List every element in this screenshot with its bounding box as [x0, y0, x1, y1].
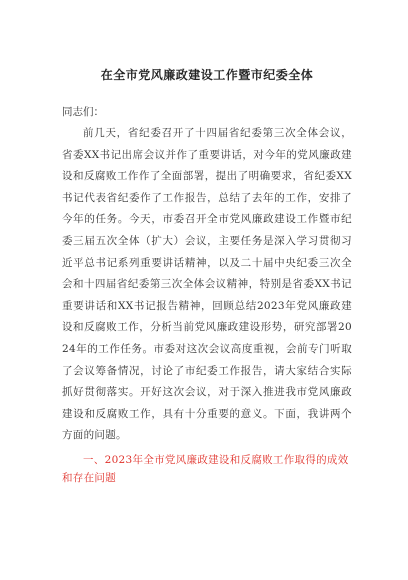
salutation: 同志们：: [62, 106, 104, 118]
section-heading: 一、2023年全市党风廉政建设和反腐败工作取得的成效和存在问题: [62, 453, 349, 484]
document-title: 在全市党风廉政建设工作暨市纪委全体: [100, 68, 314, 82]
body-paragraph: 前几天，省纪委召开了十四届省纪委第三次全体会议，省委XX书记出席会议并作了重要讲话，对今年的党风廉政建设和反腐败工作作了全面部署，提出了明确要求，省纪委XX书记代表省纪委作了工作报告，总结了去年的工作，安排了今年的任务。今天，市委召开全市党风廉政建设工作暨市纪委三届五次全体（扩大）会议，主要任务是深入学习贯彻习近平总书记系列重要讲话精神，以及二十届中央纪委三次全会和十四届省纪委第三次全体会议精神，特别是省委XX书记重要讲话和XX书记报告精神，回顾总结2023年党风廉政建设和反腐败工作，分析当前党风廉政建设形势，研究部署2024年的工作任务。市委对这次会议高度重视，会前专门听取了会议筹备情况，讨论了市纪委工作报告，请大家结合实际抓好贯彻落实。开好这次会议，对于深入推进我市党风廉政建设和反腐败工作，具有十分重要的意义。下面，我讲两个方面的问题。: [62, 127, 352, 442]
